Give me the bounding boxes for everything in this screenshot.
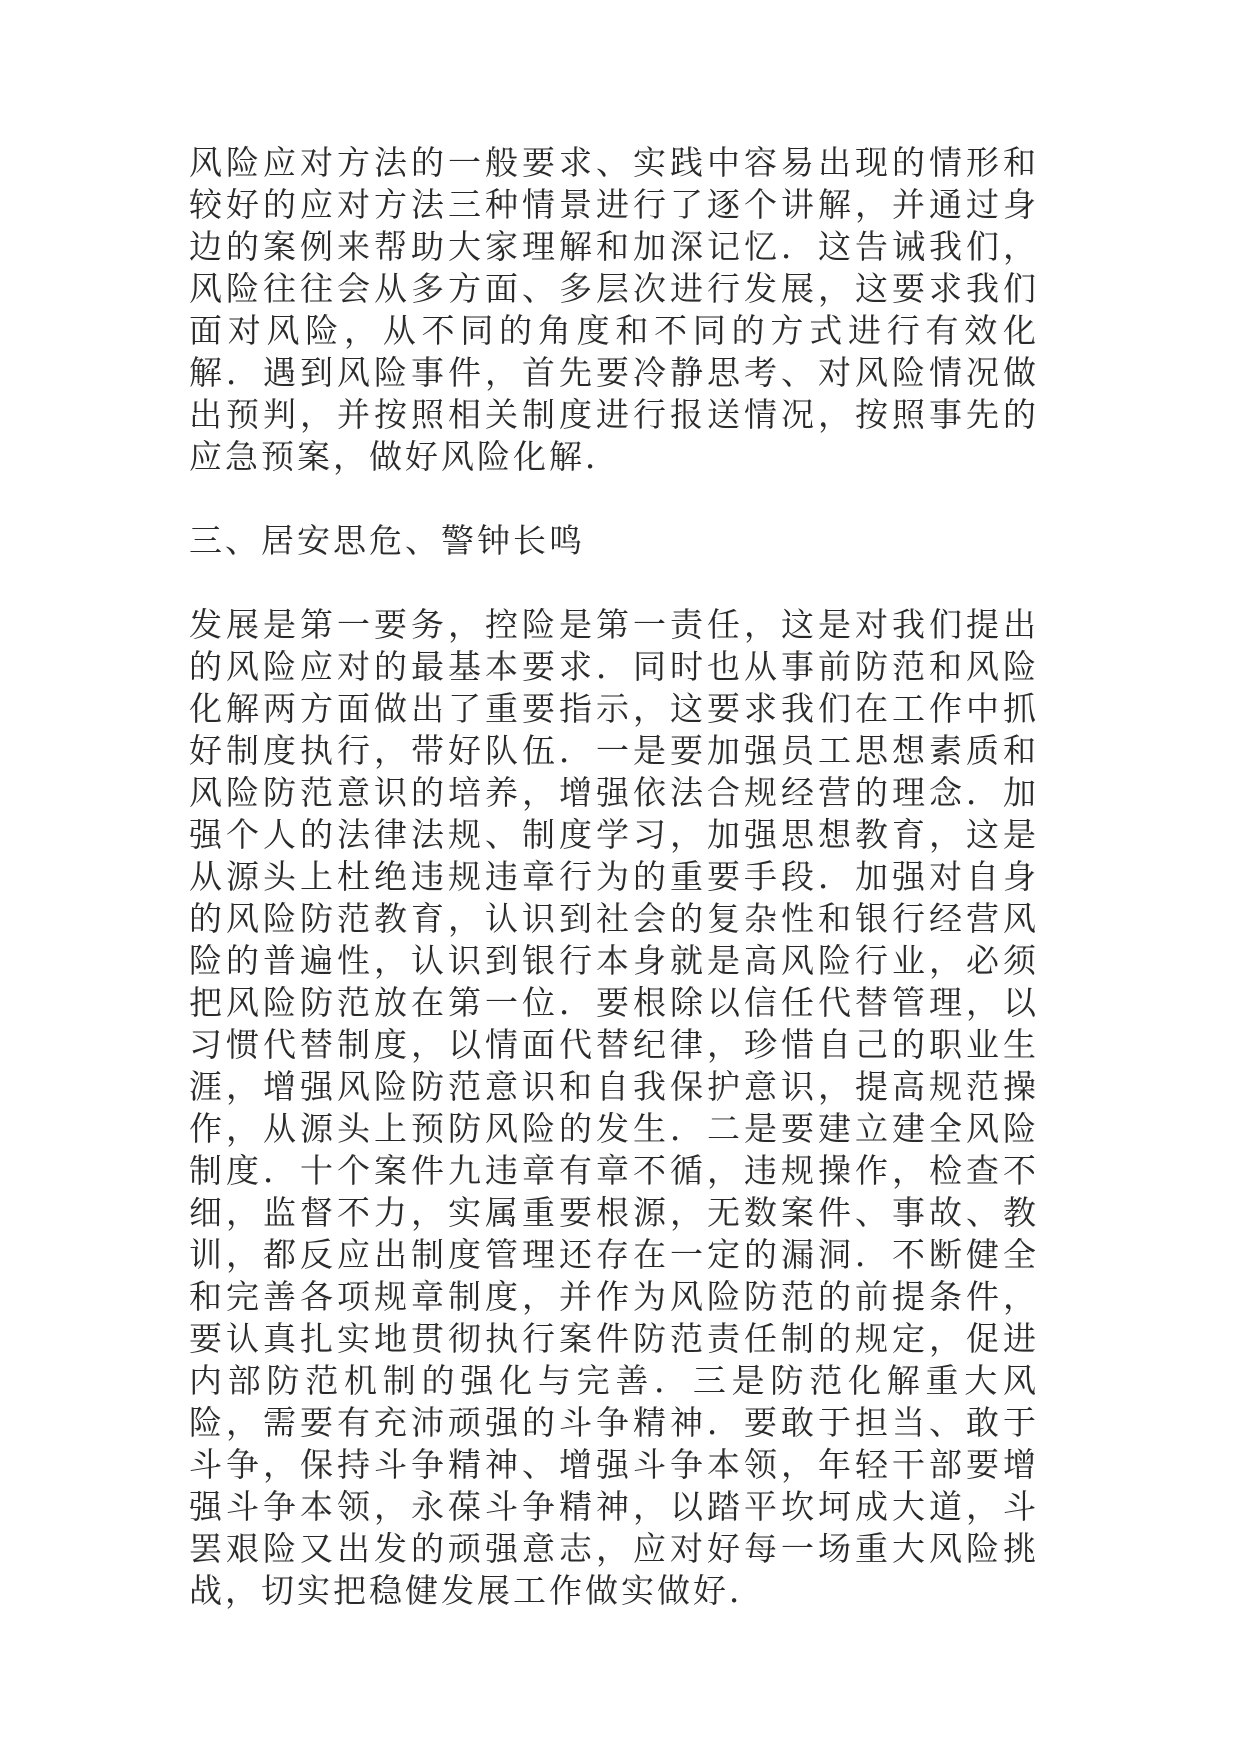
paragraph-spacer (189, 478, 1039, 520)
body-paragraph: 发展是第一要务，控险是第一责任，这是对我们提出的风险应对的最基本要求．同时也从事前防范和风险化解两方面做出了重要指示，这要求我们在工作中抓好制度执行，带好队伍．一是要加强员工思想素质和风险防范意识的培养，增强依法合规经营的理念．加强个人的法律法规、制度学习，加强思想教育，这是从源头上杜绝违规违章行为的重要手段．加强对自身的风险防范教育，认识到社会的复杂性和银行经营风险的普遍性，认识到银行本身就是高风险行业，必须把风险防范放在第一位．要根除以信任代替管理，以习惯代替制度，以情面代替纪律，珍惜自己的职业生涯，增强风险防范意识和自我保护意识，提高规范操作，从源头上预防风险的发生．二是要建立建全风险制度．十个案件九违章有章不循，违规操作，检查不细，监督不力，实属重要根源，无数案件、事故、教训，都反应出制度管理还存在一定的漏洞．不断健全和完善各项规章制度，并作为风险防范的前提条件，要认真扎实地贯彻执行案件防范责任制的规定，促进内部防范机制的强化与完善．三是防范化解重大风险，需要有充沛顽强的斗争精神．要敢于担当、敢于斗争，保持斗争精神、增强斗争本领，年轻干部要增强斗争本领，永葆斗争精神，以踏平坎坷成大道，斗罢艰险又出发的顽强意志，应对好每一场重大风险挑战，切实把稳健发展工作做实做好． (189, 605, 1039, 1610)
paragraph-spacer (189, 562, 1039, 604)
section-heading: 三、居安思危、警钟长鸣 (189, 521, 585, 560)
document-page (189, 142, 1039, 1612)
body-paragraph: 风险应对方法的一般要求、实践中容易出现的情形和较好的应对方法三种情景进行了逐个讲解，并通过身边的案例来帮助大家理解和加深记忆．这告诫我们，风险往往会从多方面、多层次进行发展，这要求我们面对风险，从不同的角度和不同的方式进行有效化解．遇到风险事件，首先要冷静思考、对风险情况做出预判，并按照相关制度进行报送情况，按照事先的应急预案，做好风险化解． (189, 143, 1039, 476)
